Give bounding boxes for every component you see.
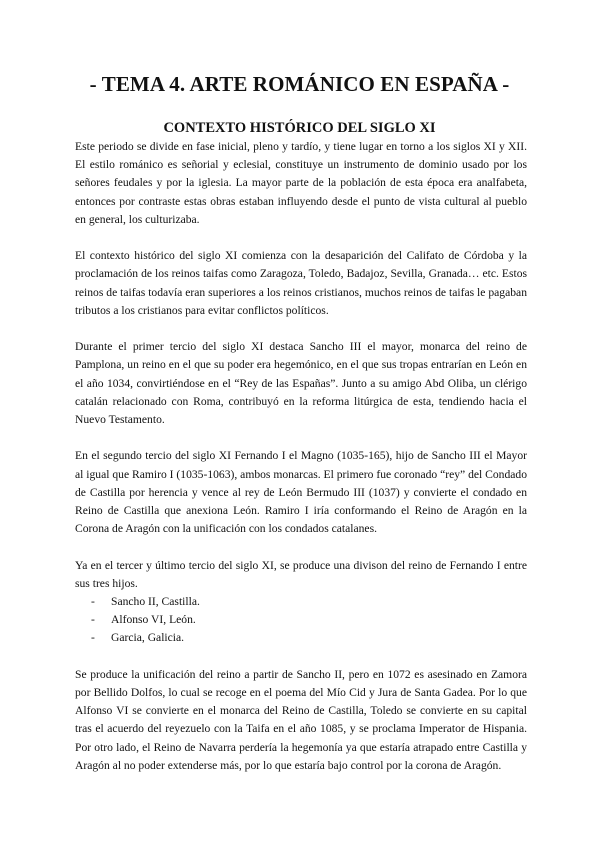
paragraph-last-third: Ya en el tercer y último tercio del siglo XI, se produce una divison del reino de Fernando I entre sus tres hijos. [75, 558, 527, 590]
list-dash: - [91, 613, 95, 627]
document-body [75, 138, 527, 775]
list-dash: - [91, 631, 95, 645]
paragraph-context: El contexto histórico del siglo XI comienza con la desaparición del Califato de Córdoba y la proclamación de los reinos taifas como Zaragoza, Toledo, Badajoz, Sevilla, Granada… etc. Estos reinos de taifas todavía eran superiores a los reinos cristianos, muchos reinos de taifas le pagaban tributos a los cristianos para evitar conflictos políticos. [75, 249, 527, 317]
list-dash: - [91, 595, 95, 609]
list-item [91, 611, 527, 629]
heirs-list [75, 593, 527, 648]
paragraph-intro: Este periodo se divide en fase inicial, pleno y tardío, y tiene lugar en torno a los siglos XI y XII. El estilo románico es señorial y eclesial, constituye un instrumento de dominio usado por los señores feudales y por la iglesia. La mayor parte de la población de esta época era analfabeta, entonces por contraste estas obras estaban influyendo desde el punto de vista cultural al pueblo en general, los culturizaba. [75, 140, 527, 226]
paragraph-first-third: Durante el primer tercio del siglo XI destaca Sancho III el mayor, monarca del reino de Pamplona, un reino en el que su poder era hegemónico, en el que sus tropas entrarían en León en el año 1034, convirtiéndose en el “Rey de las Españas”. Junto a su amigo Abd Oliba, un clérigo catalán relacionado con Roma, contribuyó en la reforma litúrgica de esta, tendiendo hacia el Nuevo Testamento. [75, 340, 527, 427]
list-item-text: Sancho II, Castilla. [111, 595, 200, 609]
paragraph-second-third: En el segundo tercio del siglo XI Fernando I el Magno (1035-165), hijo de Sancho III el Mayor al igual que Ramiro I (1035-1063), ambos monarcas. El primero fue coronado “rey” del Condado de Castilla por herencia y vence al rey de León Bermudo III (1037) y convierte el condado en Reino de Castilla que anexiona León. Ramiro I iría conformando el Reino de Aragón en la Corona de Aragón con la unificación con los condados catalanes. [75, 449, 528, 536]
list-item [91, 629, 527, 647]
document-title: - TEMA 4. ARTE ROMÁNICO EN ESPAÑA - [89, 72, 510, 96]
section-heading: CONTEXTO HISTÓRICO DEL SIGLO XI [163, 120, 436, 136]
paragraph-final: Se produce la unificación del reino a partir de Sancho II, pero en 1072 es asesinado en Zamora por Bellido Dolfos, lo cual se recoge en el poema del Mío Cid y Jura de Santa Gadea. Por lo que Alfonso VI se convierte en el monarca del Reino de Castilla, Toledo se convierte en su capital tras el acuerdo del reyezuelo con la Taifa en el año 1085, y se proclama Imperator de Hispania. Por otro lado, el Reino de Navarra perdería la hegemonía ya que estaría atrapado entre Castilla y Aragón al no poder extenderse más, por lo que estaría bajo control por la corona de Aragón. [75, 667, 527, 772]
list-item [91, 593, 527, 611]
list-item-text: Garcia, Galicia. [111, 631, 185, 645]
list-item-text: Alfonso VI, León. [111, 613, 196, 627]
